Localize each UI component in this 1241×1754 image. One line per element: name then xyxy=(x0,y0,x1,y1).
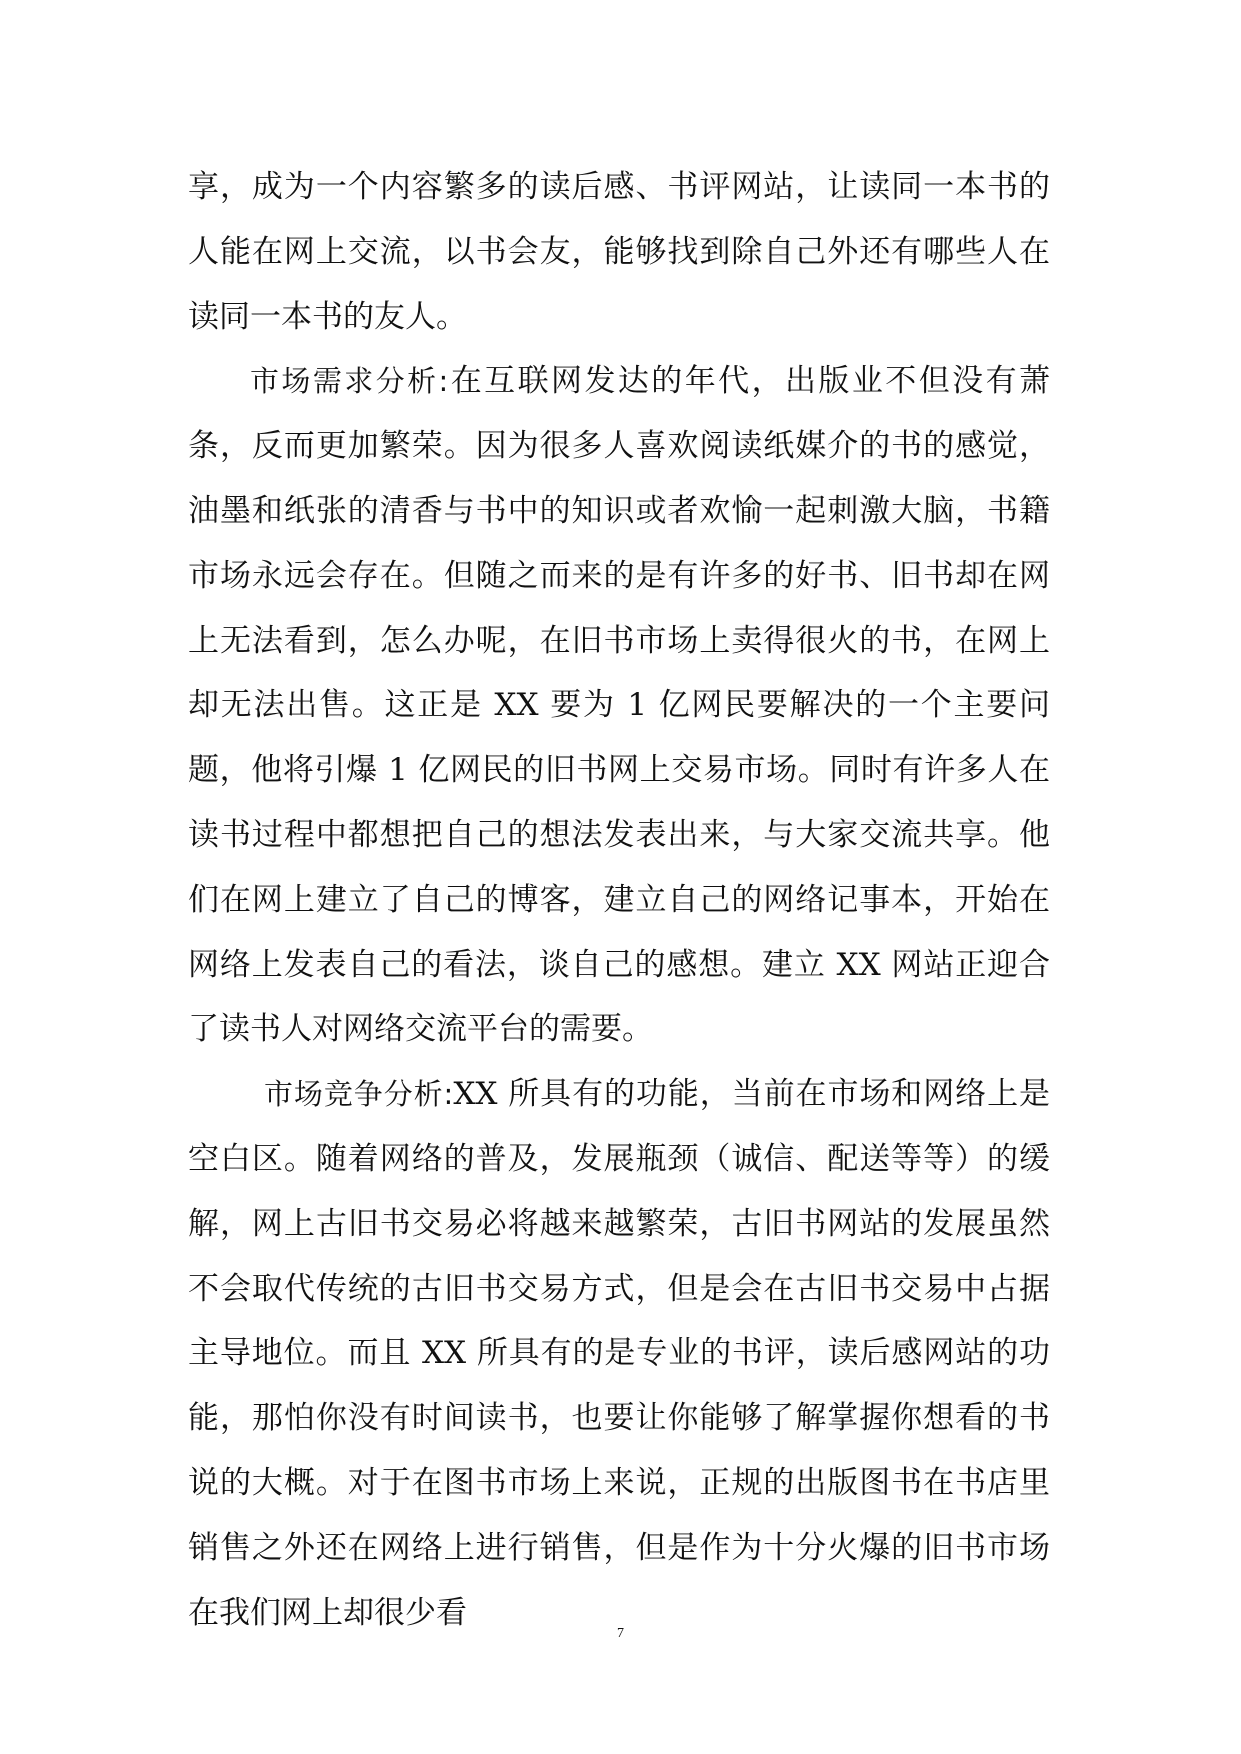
intro-paragraph-text: 享，成为一个内容繁多的读后感、书评网站，让读同一本书的人能在网上交流，以书会友，能够找到除自己外还有哪些人在读同一本书的友人。 xyxy=(188,169,1050,335)
body-text xyxy=(188,155,1050,1645)
market-competition-paragraph xyxy=(188,1062,1050,1645)
page-number: 7 xyxy=(617,1626,624,1641)
market-demand-body: 在互联网发达的年代，出版业不但没有萧条，反而更加繁荣。因为很多人喜欢阅读纸媒介的书的感觉，油墨和纸张的清香与书中的知识或者欢愉一起刺激大脑，书籍市场永远会存在。但随之而来的是有许多的好书、旧书却在网上无法看到，怎么办呢，在旧书市场上卖得很火的书，在网上却无法出售。这正是 XX 要为 1 亿网民要解决的一个主要问题，他将引爆 1 亿网民的旧书网上交易市场。同时有许多人在读书过程中都想把自己的想法发表出来，与大家交流共享。他们在网上建立了自己的博客，建立自己的网络记事本，开始在网络上发表自己的看法，谈自己的感想。建立 XX 网站正迎合了读书人对网络交流平台的需要。 xyxy=(188,363,1050,1048)
intro-paragraph xyxy=(188,155,1050,349)
market-demand-heading: 市场需求分析: xyxy=(250,364,449,399)
market-competition-heading: 市场竞争分析: xyxy=(264,1077,454,1112)
market-demand-paragraph xyxy=(188,349,1050,1062)
market-competition-body: XX 所具有的功能，当前在市场和网络上是空白区。随着网络的普及，发展瓶颈（诚信、配送等等）的缓解，网上古旧书交易必将越来越繁荣，古旧书网站的发展虽然不会取代传统的古旧书交易方式，但是会在古旧书交易中占据主导地位。而且 XX 所具有的是专业的书评，读后感网站的功能，那怕你没有时间读书，也要让你能够了解掌握你想看的书说的大概。对于在图书市场上来说，正规的出版图书在书店里销售之外还在网络上进行销售，但是作为十分火爆的旧书市场在我们网上却很少看 xyxy=(188,1076,1050,1631)
